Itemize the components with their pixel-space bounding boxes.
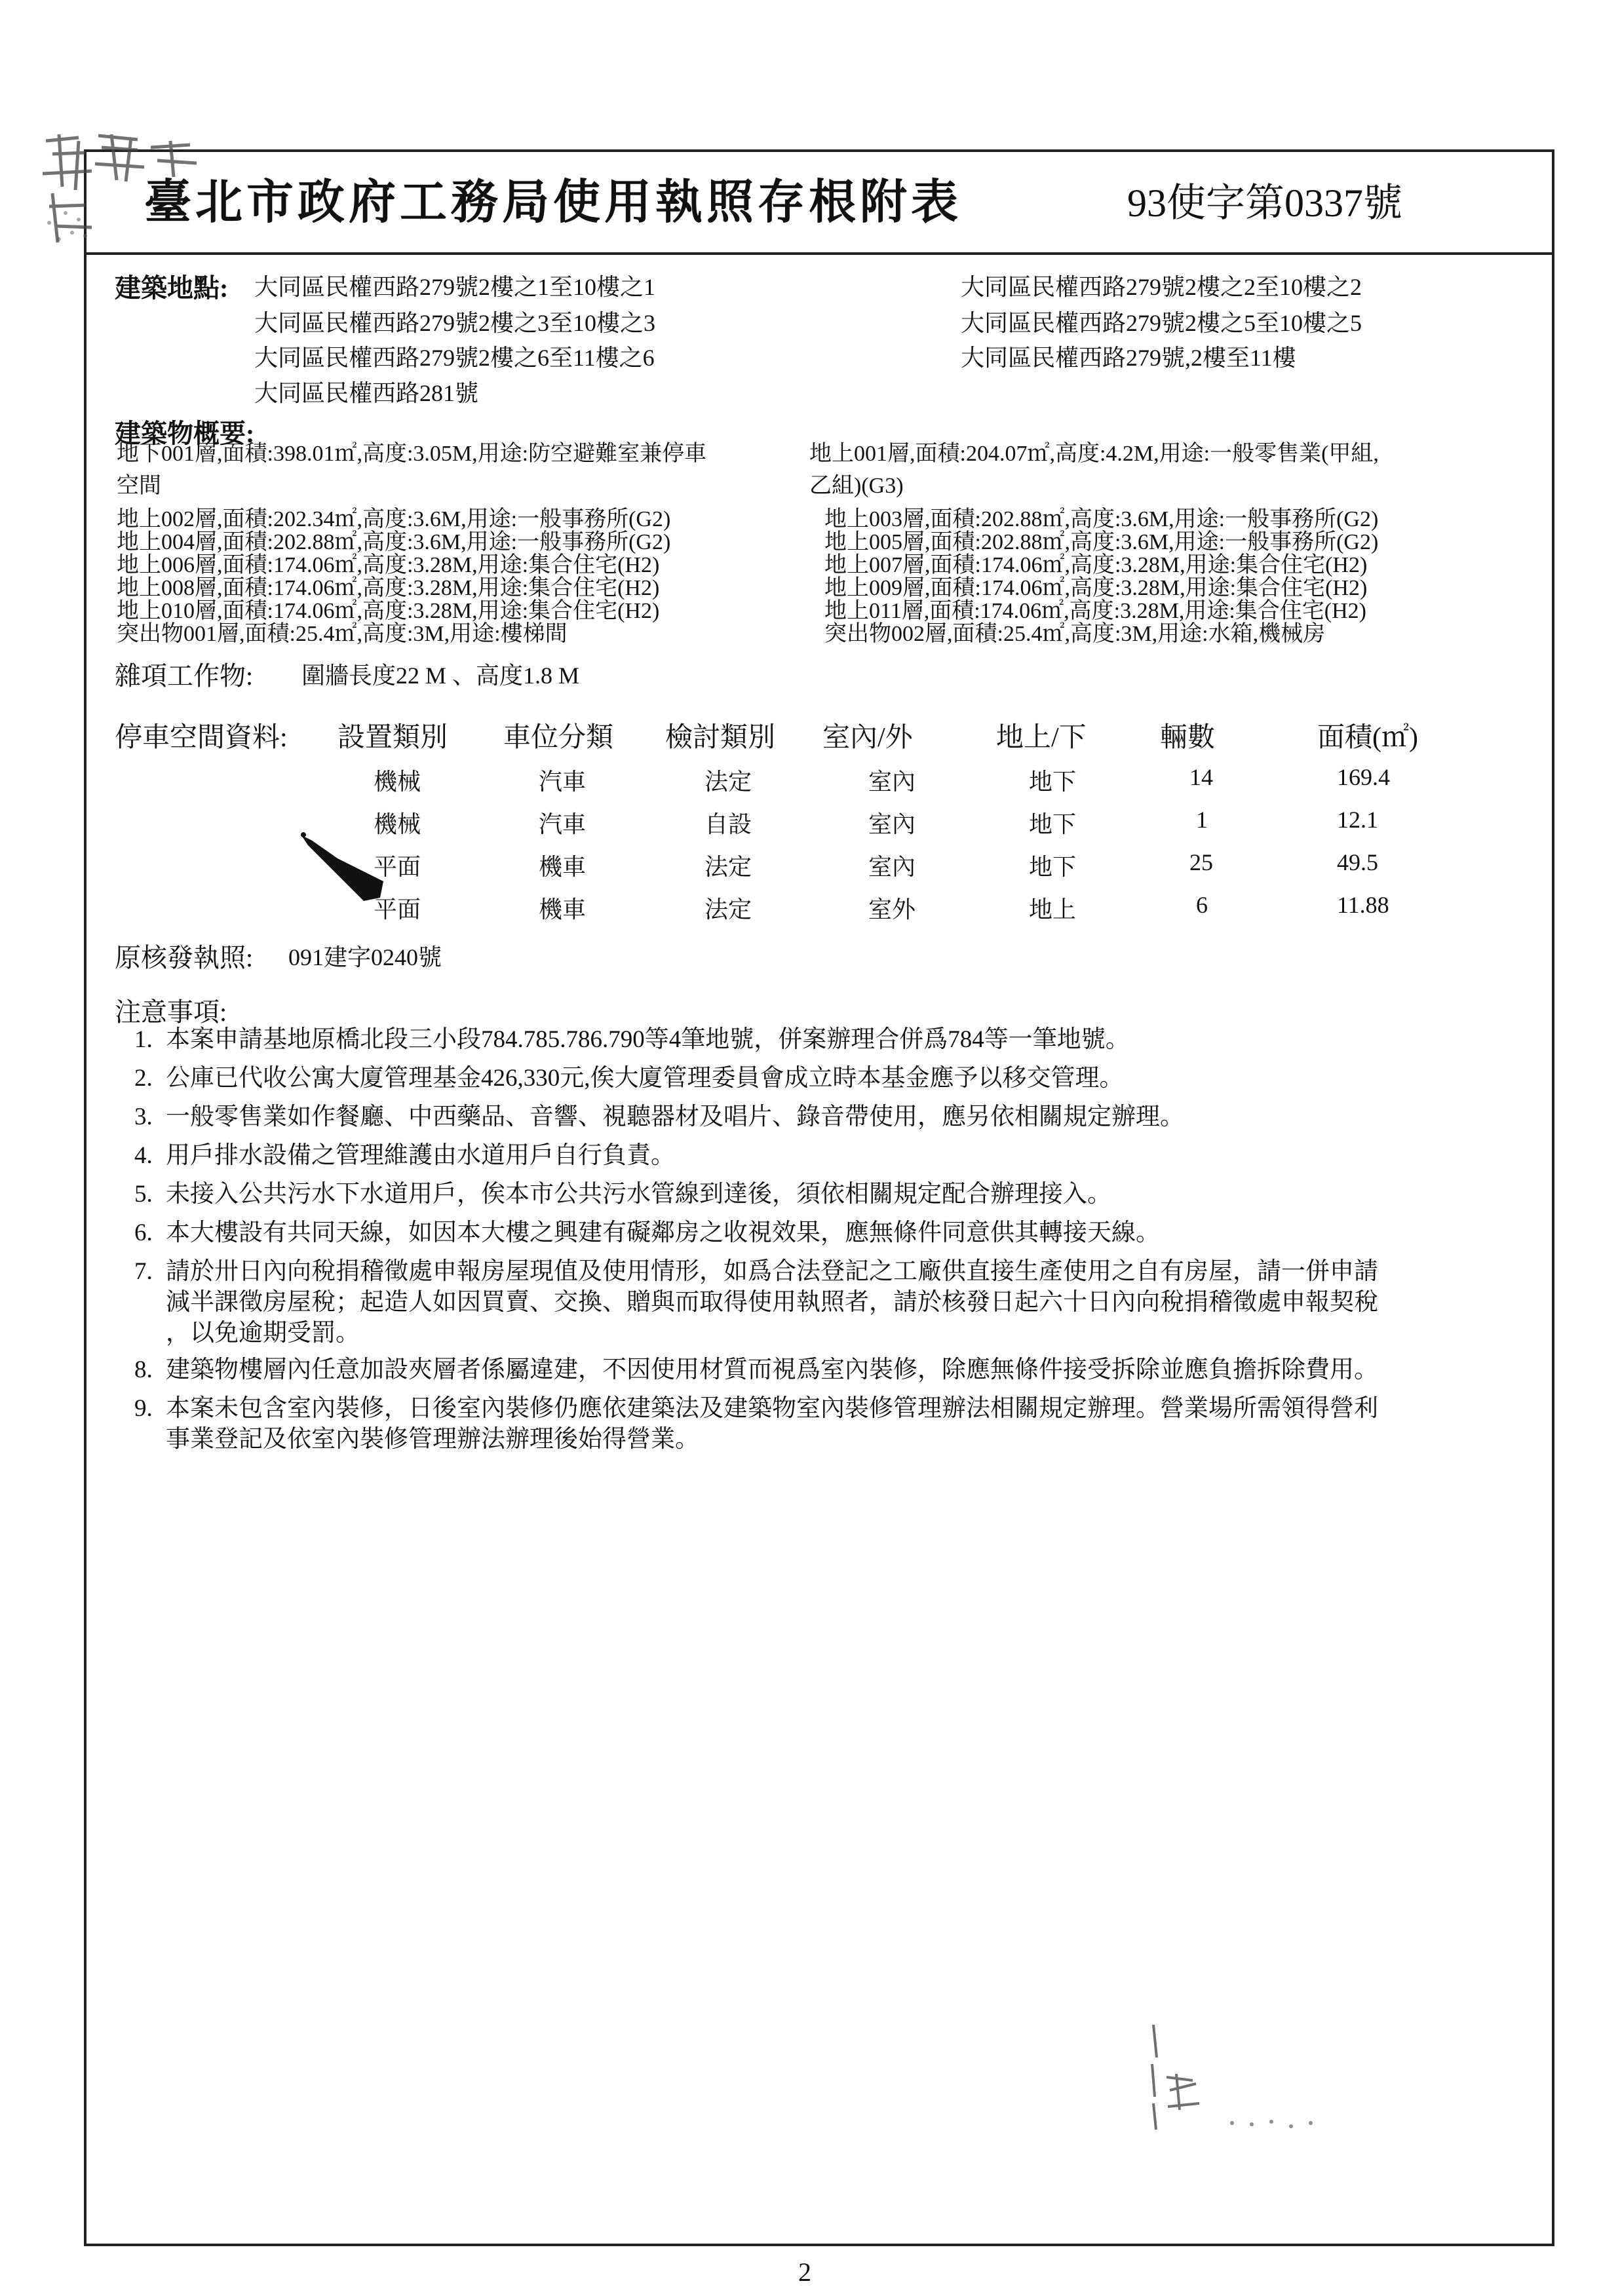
note-text-cont: ，以免逾期受罰。 xyxy=(166,1320,360,1347)
note-number: 1. xyxy=(134,1026,153,1053)
parking-cell: 11.88 xyxy=(1337,892,1389,918)
parking-cell: 25 xyxy=(1189,849,1213,875)
parking-cell: 室內 xyxy=(868,769,916,795)
address-line: 大同區民權西路281號 xyxy=(254,380,479,406)
note-number: 5. xyxy=(134,1181,153,1208)
original-permit-label: 原核發執照: xyxy=(115,943,254,972)
parking-cell: 自設 xyxy=(704,811,752,837)
note-item xyxy=(134,1256,1378,1287)
overview-floor: 地上011層,面積:174.06㎡,高度:3.28M,用途:集合住宅(H2) xyxy=(824,599,1367,623)
overview-floor: 地上007層,面積:174.06㎡,高度:3.28M,用途:集合住宅(H2) xyxy=(824,553,1368,577)
note-text: 建築物樓層內任意加設夾層者係屬違建，不因使用材質而視爲室內裝修，除應無條件接受拆除並應負擔拆除費用。 xyxy=(166,1356,1378,1383)
parking-cell: 6 xyxy=(1196,892,1208,918)
overview-floor: 地上005層,面積:202.88㎡,高度:3.6M,用途:一般事務所(G2) xyxy=(824,530,1379,554)
overview-floor: 地上004層,面積:202.88㎡,高度:3.6M,用途:一般事務所(G2) xyxy=(117,530,671,554)
note-text: 本大樓設有共同天線，如因本大樓之興建有礙鄰房之收視效果，應無條件同意供其轉接天線。 xyxy=(166,1219,1160,1246)
note-number: 9. xyxy=(134,1395,153,1422)
note-number: 7. xyxy=(134,1258,153,1285)
note-text: 一般零售業如作餐廳、中西藥品、音響、視聽器材及唱片、錄音帶使用，應另依相關規定辦理。 xyxy=(166,1103,1184,1130)
address-line: 大同區民權西路279號2樓之1至10樓之1 xyxy=(254,274,656,300)
parking-header: 車位分類 xyxy=(503,723,614,753)
note-text-cont: 事業登記及依室內裝修管理辦法辦理後始得營業。 xyxy=(166,1426,699,1453)
note-text: 本案申請基地原橋北段三小段784.785.786.790等4筆地號，併案辦理合併爲784等一筆地號。 xyxy=(166,1026,1130,1053)
parking-label: 停車空間資料: xyxy=(115,723,288,753)
overview-label: 建築物概要: xyxy=(115,419,255,448)
parking-cell: 室外 xyxy=(868,896,916,923)
address-line: 大同區民權西路279號2樓之5至10樓之5 xyxy=(961,310,1362,336)
note-item xyxy=(134,1024,1130,1055)
note-text-cont: 減半課徵房屋稅；起造人如因買賣、交換、贈與而取得使用執照者，請於核發日起六十日內向稅捐稽徵處申報契稅 xyxy=(166,1289,1378,1316)
note-text: 請於卅日內向稅捐稽徵處申報房屋現值及使用情形，如爲合法登記之工廠供直接生產使用之自有房屋，請一併申請 xyxy=(166,1258,1378,1285)
parking-cell: 室內 xyxy=(868,854,916,880)
note-number: 3. xyxy=(134,1103,153,1130)
address-line: 大同區民權西路279號,2樓至11樓 xyxy=(961,345,1296,371)
note-item xyxy=(134,1101,1184,1132)
parking-cell: 12.1 xyxy=(1337,807,1378,833)
parking-header: 輛數 xyxy=(1160,723,1216,753)
overview-floor: 地上003層,面積:202.88㎡,高度:3.6M,用途:一般事務所(G2) xyxy=(824,507,1379,531)
parking-cell: 地下 xyxy=(1029,854,1077,880)
signature-mark xyxy=(1140,2018,1337,2136)
address-line: 大同區民權西路279號2樓之2至10樓之2 xyxy=(961,274,1362,300)
parking-cell: 1 xyxy=(1196,807,1208,833)
misc-label: 雜項工作物: xyxy=(115,661,254,691)
note-item xyxy=(134,1063,1124,1094)
parking-cell: 地下 xyxy=(1029,769,1077,795)
note-number: 4. xyxy=(134,1142,153,1169)
page-number: 2 xyxy=(798,2257,811,2287)
parking-cell: 汽車 xyxy=(539,769,587,795)
overview-line: 地下001層,面積:398.01㎡,高度:3.05M,用途:防空避難室兼停車 xyxy=(117,442,707,466)
note-text: 未接入公共污水下水道用戶，俟本市公共污水管線到達後，須依相關規定配合辦理接入。 xyxy=(166,1181,1111,1208)
permit-number: 93使字第0337號 xyxy=(1127,182,1402,225)
overview-line: 地上001層,面積:204.07㎡,高度:4.2M,用途:一般零售業(甲組, xyxy=(809,442,1379,466)
overview-floor: 突出物002層,面積:25.4㎡,高度:3M,用途:水箱,機械房 xyxy=(824,622,1326,646)
note-item xyxy=(134,1217,1160,1248)
parking-header: 地上/下 xyxy=(996,723,1087,753)
parking-cell: 169.4 xyxy=(1337,764,1390,790)
parking-cell: 地上 xyxy=(1029,896,1077,923)
note-item xyxy=(134,1179,1111,1210)
note-item xyxy=(134,1393,1378,1424)
parking-cell: 平面 xyxy=(374,854,421,880)
address-line: 大同區民權西路279號2樓之3至10樓之3 xyxy=(254,310,656,336)
address-line: 大同區民權西路279號2樓之6至11樓之6 xyxy=(254,345,655,371)
parking-cell: 機械 xyxy=(374,811,421,837)
parking-header: 設置類別 xyxy=(338,723,448,753)
note-number: 2. xyxy=(134,1065,153,1092)
misc-value: 圍牆長度22 M 、高度1.8 M xyxy=(301,662,580,689)
ink-blot xyxy=(298,832,416,904)
parking-cell: 14 xyxy=(1189,764,1213,790)
note-text: 用戶排水設備之管理維護由水道用戶自行負責。 xyxy=(166,1142,675,1169)
note-number: 8. xyxy=(134,1356,153,1383)
note-text: 本案未包含室內裝修，日後室內裝修仍應依建築法及建築物室內裝修管理辦法相關規定辦理。營業場所需領得營利 xyxy=(166,1395,1378,1422)
title-divider xyxy=(84,252,1554,255)
parking-header: 檢討類別 xyxy=(665,723,776,753)
parking-cell: 汽車 xyxy=(539,811,587,837)
parking-cell: 機械 xyxy=(374,769,421,795)
overview-floor: 地上009層,面積:174.06㎡,高度:3.28M,用途:集合住宅(H2) xyxy=(824,576,1368,600)
overview-floor: 地上002層,面積:202.34㎡,高度:3.6M,用途:一般事務所(G2) xyxy=(117,507,671,531)
page-title: 臺北市政府工務局使用執照存根附表 xyxy=(144,176,963,229)
original-permit-value: 091建字0240號 xyxy=(288,944,442,970)
overview-floor: 地上006層,面積:174.06㎡,高度:3.28M,用途:集合住宅(H2) xyxy=(117,553,660,577)
parking-cell: 平面 xyxy=(374,896,421,923)
overview-floor: 地上008層,面積:174.06㎡,高度:3.28M,用途:集合住宅(H2) xyxy=(117,576,660,600)
note-text: 公庫已代收公寓大廈管理基金426,330元,俟大廈管理委員會成立時本基金應予以移交管理。 xyxy=(166,1065,1124,1092)
overview-line: 乙組)(G3) xyxy=(809,474,904,498)
parking-cell: 機車 xyxy=(539,854,587,880)
parking-header: 面積(㎡) xyxy=(1317,723,1418,753)
parking-cell: 室內 xyxy=(868,811,916,837)
overview-floor: 突出物001層,面積:25.4㎡,高度:3M,用途:樓梯間 xyxy=(117,622,568,646)
notes-label: 注意事項: xyxy=(115,997,227,1027)
parking-cell: 49.5 xyxy=(1337,849,1378,875)
note-item xyxy=(134,1354,1378,1385)
parking-cell: 法定 xyxy=(704,896,752,923)
overview-line: 空間 xyxy=(117,474,161,498)
parking-cell: 地下 xyxy=(1029,811,1077,837)
overview-floor: 地上010層,面積:174.06㎡,高度:3.28M,用途:集合住宅(H2) xyxy=(117,599,660,623)
parking-header: 室內/外 xyxy=(822,723,913,753)
note-item xyxy=(134,1140,675,1171)
note-number: 6. xyxy=(134,1219,153,1246)
address-label: 建築地點: xyxy=(115,273,229,303)
parking-cell: 法定 xyxy=(704,769,752,795)
parking-cell: 法定 xyxy=(704,854,752,880)
parking-cell: 機車 xyxy=(539,896,587,923)
